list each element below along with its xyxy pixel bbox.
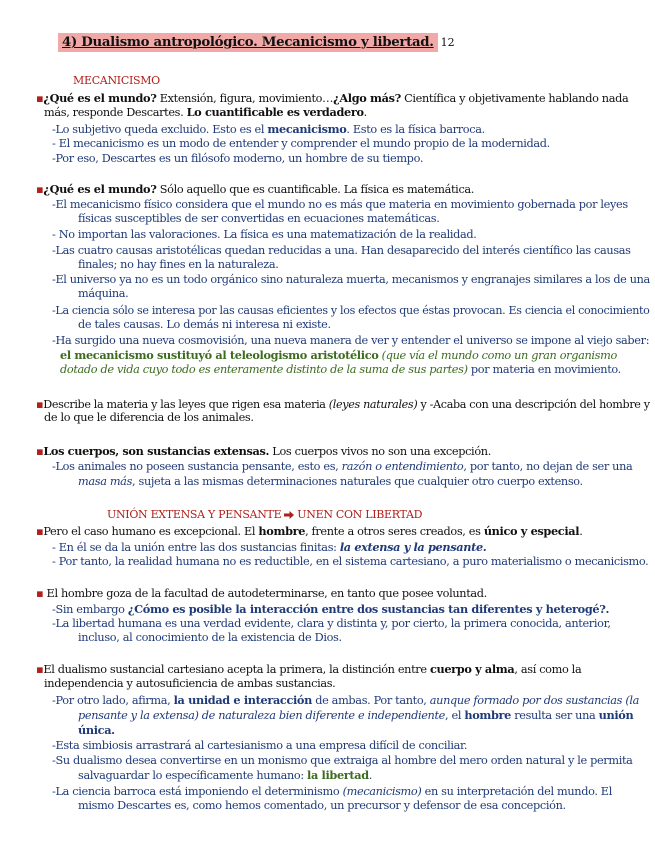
arrow-right-icon: [284, 511, 294, 519]
bullet-icon: ▪: [36, 524, 44, 538]
sub-point: -Ha surgido una nueva cosmovisión, una nueva manera de ver y entender el universo se impone al viejo saber:: [52, 334, 650, 347]
section-heading-mecanicismo: MECANICISMO: [73, 74, 160, 87]
sub-point: -Por otro lado, afirma, la unidad e interacción de ambas. Por tanto, aunque formado por dos sustancias (la: [52, 693, 640, 707]
sub-point: -La libertad humana es una verdad evidente, clara y distinta y, por cierto, la primera conocida, anterior,: [52, 617, 611, 630]
paragraph-line: ▪¿Qué es el mundo? Sólo aquello que es cuantificable. La física es matemática.: [36, 182, 475, 196]
sub-point-continuation: masa más, sujeta a las mismas determinaciones naturales que cualquier otro cuerpo extenso.: [78, 475, 583, 488]
sub-point: -Esta simbiosis arrastrará al cartesianismo a una empresa difícil de conciliar.: [52, 739, 468, 752]
sub-point: -El universo ya no es un todo orgánico sino naturaleza muerta, mecanismos y engranajes similares a los de una: [52, 273, 650, 286]
paragraph-line: ▪ El hombre goza de la facultad de autodeterminarse, en tanto que posee voluntad.: [36, 586, 487, 600]
sub-point: -Las cuatro causas aristotélicas quedan reducidas a una. Han desaparecido del interés científico las causas: [52, 244, 631, 257]
sub-point-continuation: el mecanicismo sustituyó al teleologismo aristotélico (que vía el mundo como un gran organismo: [60, 348, 617, 362]
bullet-icon: ▪: [36, 586, 44, 600]
sub-point: -El mecanicismo físico considera que el mundo no es más que materia en movimiento gobernada por leyes: [52, 198, 628, 211]
paragraph-line: ▪Describe la materia y las leyes que rigen esa materia (leyes naturales) y -Acaba con una descripción del hombre y: [36, 397, 650, 411]
sub-point-continuation: única.: [78, 723, 115, 737]
sub-point: - No importan las valoraciones. La física es una matematización de la realidad.: [52, 228, 477, 241]
sub-point: -Su dualismo desea convertirse en un monismo que extraiga al hombre del mero orden natural y le permita: [52, 754, 633, 767]
section-heading-union: UNIÓN EXTENSA Y PENSANTE UNEN CON LIBERTAD: [107, 508, 423, 521]
sub-point-continuation: incluso, al conocimiento de la existencia de Dios.: [78, 631, 342, 644]
sub-point-continuation: máquina.: [78, 287, 129, 300]
bullet-icon: ▪: [36, 91, 44, 105]
sub-point-continuation: salvaguardar lo específicamente humano: la libertad.: [78, 768, 373, 782]
sub-point-continuation: dotado de vida cuyo todo es enteramente distinto de la suma de sus partes) por materia en movimiento.: [60, 363, 621, 376]
bullet-icon: ▪: [36, 444, 44, 458]
paragraph-line: ▪El dualismo sustancial cartesiano acepta la primera, la distinción entre cuerpo y alma, así como la: [36, 662, 582, 676]
page-number: 12: [440, 36, 455, 49]
sub-point: -La ciencia sólo se interesa por las causas eficientes y los efectos que éstas provocan. Es ciencia el conocimiento: [52, 304, 650, 317]
paragraph-line: de lo que le diferencia de los animales.: [44, 411, 254, 424]
sub-point: -Por eso, Descartes es un filósofo moderno, un hombre de su tiempo.: [52, 152, 424, 165]
sub-point: - Por tanto, la realidad humana no es reductible, en el sistema cartesiano, a puro materialismo o mecanicismo.: [52, 555, 649, 568]
paragraph-line: ▪¿Qué es el mundo? Extensión, figura, movimiento…¿Algo más? Científica y objetivamente hablando nada: [36, 91, 629, 105]
sub-point-continuation: pensante y la extensa) de naturaleza bien diferente e independiente, el hombre resulta ser una unión: [78, 708, 634, 722]
sub-point-continuation: físicas susceptibles de ser convertidas en ecuaciones matemáticas.: [78, 212, 440, 225]
sub-point-continuation: de tales causas. Lo demás ni interesa ni existe.: [78, 318, 331, 331]
paragraph-line: independencia y autosuficiencia de ambas sustancias.: [44, 677, 336, 690]
sub-point-continuation: finales; no hay fines en la naturaleza.: [78, 258, 279, 271]
title-block: [58, 31, 455, 51]
sub-point: -Los animales no poseen sustancia pensante, esto es, razón o entendimiento, por tanto, no dejan de ser una: [52, 460, 633, 473]
sub-point-continuation: mismo Descartes es, como hemos comentado, un precursor y defensor de esa concepción.: [78, 799, 566, 812]
paragraph-line: más, responde Descartes. Lo cuantificable es verdadero.: [44, 105, 367, 119]
sub-point: -Sin embargo ¿Cómo es posible la interacción entre dos sustancias tan diferentes y heterogé?.: [52, 602, 610, 616]
bullet-icon: ▪: [36, 182, 44, 196]
page-title: 4) Dualismo antropológico. Mecanicismo y libertad.: [58, 33, 438, 52]
sub-point: -La ciencia barroca está imponiendo el determinismo (mecanicismo) en su interpretación del mundo. El: [52, 785, 612, 798]
bullet-icon: ▪: [36, 662, 44, 676]
sub-point: - En él se da la unión entre las dos sustancias finitas: la extensa y la pensante.: [52, 540, 487, 554]
bullet-icon: ▪: [36, 397, 44, 411]
paragraph-line: ▪Pero el caso humano es excepcional. El hombre, frente a otros seres creados, es único y especial.: [36, 524, 583, 538]
sub-point: -Lo subjetivo queda excluido. Esto es el mecanicismo. Esto es la física barroca.: [52, 122, 485, 136]
paragraph-line: ▪Los cuerpos, son sustancias extensas. Los cuerpos vivos no son una excepción.: [36, 444, 491, 458]
sub-point: - El mecanicismo es un modo de entender y comprender el mundo propio de la modernidad.: [52, 137, 550, 150]
